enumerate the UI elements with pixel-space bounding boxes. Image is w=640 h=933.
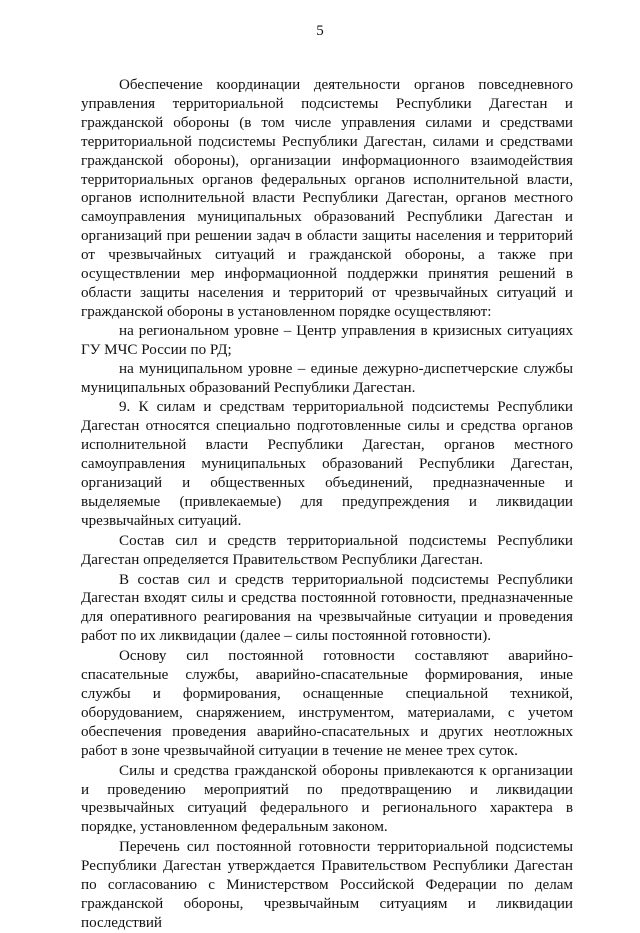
paragraph-basis-of-forces: Основу сил постоянной готовности составляют аварийно-спасательные службы, аварийно-спасательные формирования, иные службы и формирования, оснащенные специальной техникой, оборудованием, снаряжением, инструментом, материалами, с учетом обеспечения проведения аварийно-спасательных и других неотложных работ в зоне чрезвычайной ситуации в течение не менее трех суток. <box>81 648 573 759</box>
paragraph-civil-defense-forces: Силы и средства гражданской обороны привлекаются к организации и проведению мероприятий по предотвращению и ликвидации чрезвычайных ситуаций федерального и регионального характера в порядке, установленном федеральным законом. <box>81 762 573 836</box>
paragraph-coordination: Обеспечение координации деятельности органов повседневного управления территориальной подсистемы Республики Дагестан и гражданской обороны (в том числе управления силами и средствами территориальной подсистемы Республики Дагестан, силами и средствами гражданской обороны), организации информационного взаимодействия территориальных органов федеральных органов исполнительной власти, органов исполнительной власти Республики Дагестан, органов местного самоуправления муниципальных образований Республики Дагестан и организаций при решении задач в области защиты населения и территорий от чрезвычайных ситуаций и гражданской обороны, а также при осуществлении мер информационной поддержки принятия решений в области защиты населения и территорий от чрезвычайных ситуаций и гражданской обороны в установленном порядке осуществляют: <box>81 77 573 320</box>
page-number: 5 <box>316 23 324 39</box>
paragraph-municipal-level: на муниципальном уровне – единые дежурно-диспетчерские службы муниципальных образований Республики Дагестан. <box>81 360 573 396</box>
paragraph-forces-list: Перечень сил постоянной готовности территориальной подсистемы Республики Дагестан утверждается Правительством Республики Дагестан по согласованию с Министерством Российской Федерации по делам гражданской обороны, чрезвычайным ситуациям и ликвидации последствий <box>81 839 573 931</box>
paragraph-readiness-forces: В состав сил и средств территориальной подсистемы Республики Дагестан входят силы и средства постоянной готовности, предназначенные для оперативного реагирования на чрезвычайные ситуации и проведения работ по их ликвидации (далее – силы постоянной готовности). <box>81 571 573 645</box>
paragraph-item-9: 9. К силам и средствам территориальной подсистемы Республики Дагестан относятся специально подготовленные силы и средства органов исполнительной власти Республики Дагестан, органов местного самоуправления муниципальных образований Республики Дагестан, организаций и общественных объединений, предназначенные и выделяемые (привлекаемые) для предупреждения и ликвидации чрезвычайных ситуаций. <box>81 399 573 529</box>
document-body <box>81 76 573 933</box>
paragraph-regional-level: на региональном уровне – Центр управления в кризисных ситуациях ГУ МЧС России по РД; <box>81 322 573 358</box>
paragraph-composition: Состав сил и средств территориальной подсистемы Республики Дагестан определяется Правительством Республики Дагестан. <box>81 532 573 568</box>
